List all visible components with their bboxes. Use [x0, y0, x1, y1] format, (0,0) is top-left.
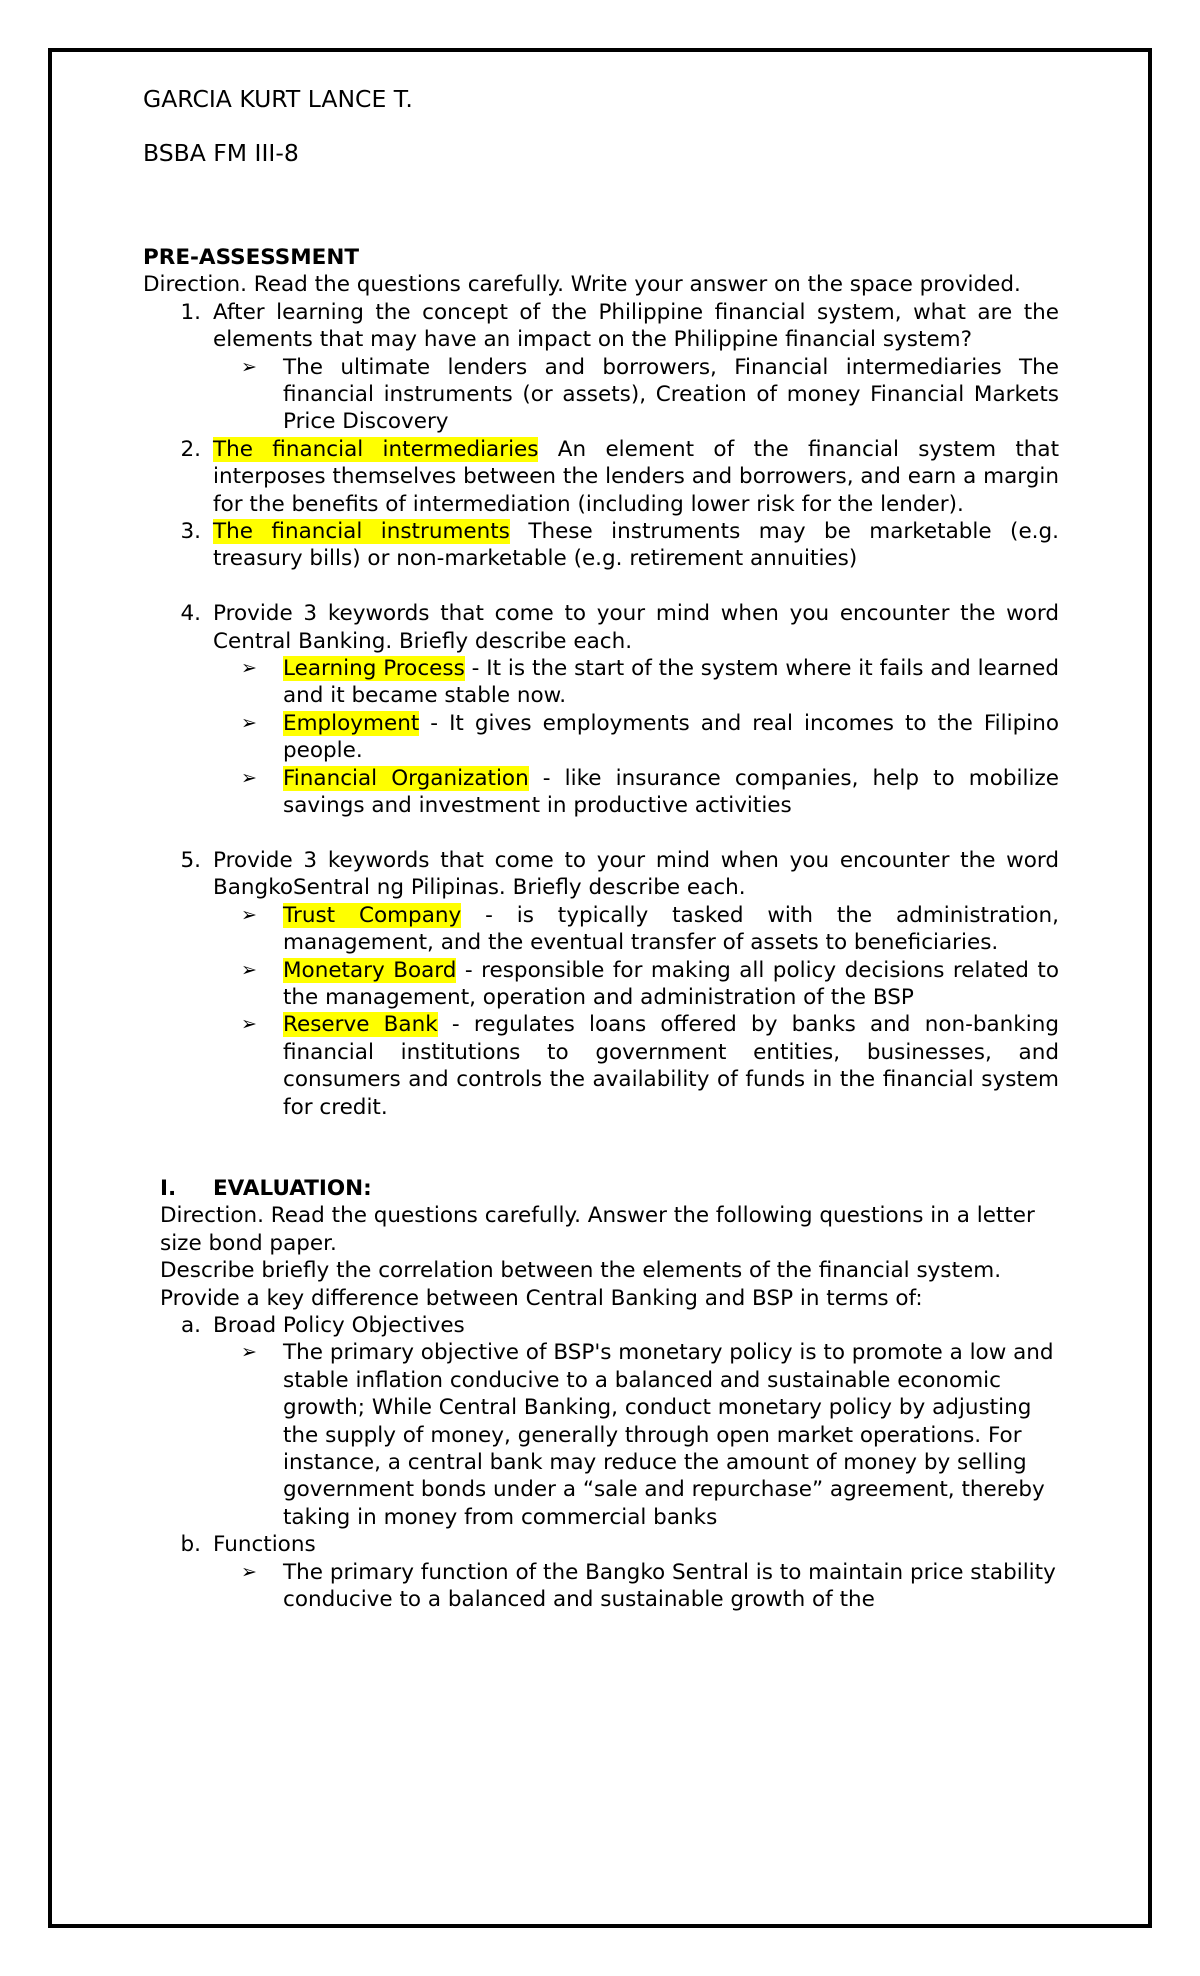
keyword-text [283, 765, 1059, 820]
document-body [143, 84, 1059, 1613]
question-3 [143, 518, 1059, 573]
question-text [213, 436, 1059, 518]
keyword-bullet [213, 902, 1059, 957]
student-section: BSBA FM III-8 [143, 139, 299, 167]
arrow-bullet-icon: ➢ [241, 766, 257, 789]
keyword-text [283, 1011, 1059, 1121]
highlighted-keyword: Trust Company [283, 902, 462, 928]
answer-bullet [213, 354, 1059, 436]
sub-question-label: b. [180, 1532, 201, 1558]
section-title: EVALUATION: [213, 1175, 372, 1201]
question-4 [143, 600, 1059, 655]
evaluation-heading [160, 1175, 1059, 1202]
question-5 [143, 847, 1059, 902]
answer-text: The primary objective of BSP's monetary policy is to promote a low and stable inflation conducive to a balanced and sustainable economic growth; While Central Banking, conduct monetary policy by adjusting the supply of money, generally through open market operations. For instance, a central bank may reduce the amount of money by selling government bonds under a “sale and repurchase” agreement, thereby taking in money from commercial banks [283, 1340, 1054, 1530]
keyword-description: - It gives employments and real incomes to the Filipino people. [283, 710, 1059, 764]
highlighted-term: The financial instruments [213, 519, 510, 545]
term-description: These instruments may be marketable (e.g. treasury bills) or non-marketable (e.g. retirement annuities) [213, 519, 1059, 572]
arrow-bullet-icon: ➢ [241, 711, 257, 734]
pre-assessment-heading: PRE-ASSESSMENT [143, 245, 359, 270]
keyword-description: - responsible for making all policy decisions related to the management, operation and administration of the BSP [283, 957, 1060, 1010]
evaluation-direction: Direction. Read the questions carefully. Answer the following questions in a letter size bond paper. [160, 1203, 1035, 1256]
evaluation-section [160, 1175, 1059, 1614]
question-text [213, 518, 1059, 573]
student-name: GARCIA KURT LANCE T. [143, 85, 413, 113]
arrow-bullet-icon: ➢ [241, 1013, 257, 1036]
arrow-bullet-icon: ➢ [241, 1560, 257, 1583]
sub-question-title: Functions [213, 1532, 316, 1558]
keyword-text [283, 957, 1059, 1012]
section-number: I. [160, 1175, 177, 1201]
question-number: 5. [180, 847, 201, 873]
keyword-text [283, 710, 1059, 765]
question-number: 4. [180, 601, 201, 627]
question-1 [143, 299, 1059, 354]
pre-assessment-direction: Direction. Read the questions carefully. Write your answer on the space provided. [143, 272, 1021, 298]
highlighted-keyword: Employment [283, 710, 420, 736]
keyword-text [283, 655, 1059, 710]
evaluation-instruction-2: Provide a key difference between Central Banking and BSP in terms of: [160, 1285, 923, 1311]
keyword-description: - is typically tasked with the administration, management, and the eventual transfer of assets to beneficiaries. [283, 902, 1060, 956]
keyword-bullet [213, 1011, 1059, 1121]
question-text: Provide 3 keywords that come to your mind when you encounter the word Central Banking. Briefly describe each. [213, 601, 1059, 654]
answer-text: The ultimate lenders and borrowers, Financial intermediaries The financial instruments (or assets), Creation of money Financial Markets Price Discovery [283, 354, 1059, 435]
highlighted-keyword: Monetary Board [283, 957, 457, 983]
question-number: 2. [180, 436, 201, 462]
question-text: Provide 3 keywords that come to your mind when you encounter the word BangkoSentral ng Pilipinas. Briefly describe each. [213, 847, 1059, 901]
answer-bullet [213, 1339, 1059, 1531]
keyword-description: - like insurance companies, help to mobilize savings and investment in productive activities [283, 765, 1059, 819]
question-number: 3. [180, 519, 201, 545]
arrow-bullet-icon: ➢ [241, 903, 257, 926]
arrow-bullet-icon: ➢ [241, 355, 257, 378]
question-2 [143, 436, 1059, 518]
keyword-bullet [213, 957, 1059, 1012]
highlighted-term: The financial intermediaries [213, 436, 539, 462]
highlighted-keyword: Reserve Bank [283, 1012, 438, 1038]
keyword-text [283, 902, 1059, 957]
sub-question-label: a. [180, 1313, 201, 1338]
keyword-description: - It is the start of the system where it fails and learned and it became stable now. [283, 656, 1060, 709]
sub-question-a [160, 1312, 1059, 1339]
question-number: 1. [180, 299, 201, 325]
keyword-bullet [213, 655, 1059, 710]
keyword-bullet [213, 765, 1059, 820]
arrow-bullet-icon: ➢ [241, 958, 257, 981]
answer-text: The primary function of the Bangko Sentral is to maintain price stability conducive to a balanced and sustainable growth of the [283, 1559, 1056, 1613]
answer-bullet [213, 1559, 1059, 1614]
arrow-bullet-icon: ➢ [241, 657, 257, 680]
evaluation-instruction-1: Describe briefly the correlation between the elements of the financial system. [160, 1258, 1002, 1284]
question-text: After learning the concept of the Philippine financial system, what are the elements that may have an impact on the Philippine financial system? [213, 299, 1059, 353]
arrow-bullet-icon: ➢ [241, 1341, 257, 1364]
keyword-description: - regulates loans offered by banks and non-banking financial institutions to government entities, businesses, and consumers and controls the availability of funds in the financial system for credit. [283, 1012, 1060, 1120]
sub-question-b [160, 1531, 1059, 1558]
keyword-bullet [213, 710, 1059, 765]
sub-question-title: Broad Policy Objectives [213, 1313, 465, 1338]
highlighted-keyword: Learning Process [283, 656, 465, 682]
term-description: An element of the financial system that interposes themselves between the lenders and borrowers, and earn a margin for the benefits of intermediation (including lower risk for the lender). [213, 436, 1059, 517]
highlighted-keyword: Financial Organization [283, 765, 529, 791]
